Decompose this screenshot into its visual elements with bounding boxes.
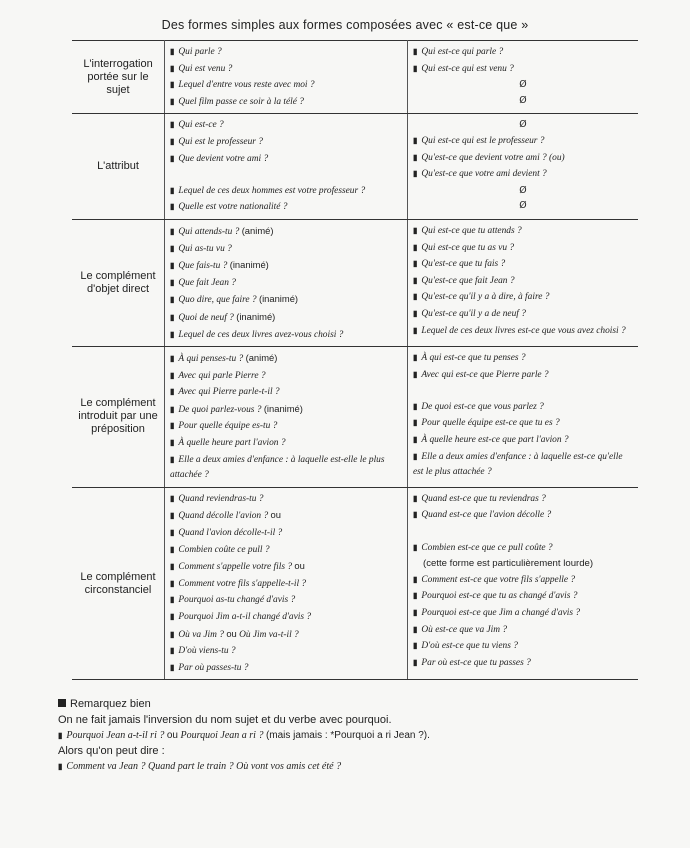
example-sentence: ▮ Qui est venu ? [170,63,233,74]
bullet-icon: ▮ [170,202,175,212]
example-sentence: ▮ Lequel d'entre vous reste avec moi ? [170,80,315,91]
simple-forms-cell [165,487,408,680]
example-sentence: ▮ À quelle heure part l'avion ? [170,438,286,449]
bullet-icon: ▮ [413,624,418,634]
bullet-icon: ▮ [170,295,175,305]
bullet-icon: ▮ [170,421,175,431]
bullet-icon: ▮ [413,275,418,285]
example-sentence: ▮ À qui est-ce que tu penses ? [413,353,526,364]
grammar-table [72,40,638,680]
example-sentence: ▮ Que devient votre ami ? [170,153,269,164]
bullet-icon: ▮ [170,511,175,521]
bullet-icon: ▮ [413,435,418,445]
bullet-icon: ▮ [413,493,418,503]
bullet-icon: ▮ [170,261,175,271]
page-title: Des formes simples aux formes composées avec « est-ce que » [161,18,529,32]
example-sentence: ▮ Où est-ce que va Jim ? [413,624,508,635]
bullet-icon: ▮ [413,225,418,235]
composed-forms-cell [408,347,639,488]
bullet-icon: ▮ [413,63,418,73]
bullet-icon: ▮ [58,731,63,740]
bullet-icon: ▮ [170,277,175,287]
example-sentence: ▮ Qui parle ? [170,47,222,57]
example-sentence: ▮ Quand l'avion décolle-t-il ? [170,528,283,539]
bullet-icon: ▮ [170,329,175,339]
bullet-icon: ▮ [170,120,175,130]
example-sentence: ▮ Lequel de ces deux livres avez-vous choisi ? [170,329,344,340]
bullet-icon: ▮ [170,80,175,90]
bullet-icon: ▮ [413,308,418,318]
example-sentence: ▮ Quelle est votre nationalité ? [170,202,288,213]
example-sentence: ▮ Quand est-ce que tu reviendras ? [413,493,546,504]
composed-forms-cell [408,114,639,220]
example-sentence: ▮ Quel film passe ce soir à la télé ? [170,96,304,107]
example-sentence: ▮ Comment s'appelle votre fils ? ou [170,560,305,573]
bullet-icon: ▮ [413,418,418,428]
bullet-icon: ▮ [413,259,418,269]
example-sentence: ▮ Qui as-tu vu ? [170,243,232,254]
example-sentence: ▮ D'où est-ce que tu viens ? [413,641,518,652]
empty-form-symbol: Ø [519,79,527,91]
example-sentence: ▮ D'où viens-tu ? [170,646,236,657]
example-sentence: ▮ Quo dire, que faire ? (inanimé) [170,293,299,306]
row-header: Le complément d'objet direct [72,219,165,346]
bullet-icon: ▮ [413,152,418,162]
bullet-icon: ▮ [170,438,175,448]
bullet-icon: ▮ [413,451,418,461]
bullet-icon: ▮ [170,96,175,106]
bullet-icon: ▮ [413,641,418,651]
bullet-icon: ▮ [170,404,175,414]
example-sentence: ▮ Qui est-ce qui est venu ? [413,63,514,74]
bullet-icon: ▮ [170,354,175,364]
bullet-icon: ▮ [170,544,175,554]
bullet-icon: ▮ [170,646,175,656]
example-sentence: ▮ Quoi de neuf ? (inanimé) [170,310,276,323]
bullet-icon: ▮ [170,63,175,73]
remarque-line-1: On ne fait jamais l'inversion du nom sujet et du verbe avec pourquoi. [58,713,392,726]
example-sentence: ▮ Pour quelle équipe est-ce que tu es ? [413,418,560,429]
example-sentence: ▮ Quand reviendras-tu ? [170,493,264,504]
example-sentence: ▮ Avec qui est-ce que Pierre parle ? [413,369,549,380]
bullet-icon: ▮ [170,243,175,253]
example-sentence: ▮ Qui est le professeur ? [170,136,263,147]
bullet-icon: ▮ [413,169,418,179]
bullet-icon: ▮ [170,153,175,163]
example-sentence: ▮ Pourquoi Jim a-t-il changé d'avis ? [170,612,312,622]
bullet-icon: ▮ [170,562,175,572]
example-sentence: ▮ De quoi parlez-vous ? (inanimé) [170,402,303,415]
row-header: L'interrogation portée sur le sujet [72,41,165,114]
row-header: L'attribut [72,114,165,220]
example-sentence: ▮ Lequel de ces deux livres est-ce que vous avez choisi ? [413,325,626,336]
bullet-icon: ▮ [170,578,175,588]
example-sentence: ▮ Combien est-ce que ce pull coûte ? [413,542,553,553]
simple-forms-cell [165,114,408,220]
bullet-icon: ▮ [170,612,175,621]
bullet-icon: ▮ [413,510,418,520]
bullet-icon: ▮ [170,47,175,56]
bullet-icon: ▮ [413,542,418,552]
example-sentence: ▮ De quoi est-ce que vous parlez ? [413,401,544,412]
bullet-icon: ▮ [413,292,418,302]
bullet-icon: ▮ [413,135,418,145]
bullet-icon: ▮ [413,242,418,252]
remarque-block [58,697,658,775]
example-sentence: ▮ Qu'est-ce qu'il y a à dire, à faire ? [413,292,550,303]
bullet-icon: ▮ [170,370,175,380]
simple-forms-cell [165,41,408,114]
composed-forms-cell [408,219,639,346]
example-sentence: ▮ Pourquoi est-ce que tu as changé d'avis ? [413,591,578,602]
example-sentence: ▮ Pourquoi as-tu changé d'avis ? [170,595,296,606]
table-row [72,487,638,680]
bullet-icon: ▮ [170,387,175,397]
composed-forms-cell [408,487,639,680]
example-sentence: ▮ Qu'est-ce que votre ami devient ? [413,169,547,180]
bullet-icon: ▮ [413,608,418,617]
empty-form-symbol: Ø [519,119,527,131]
empty-form-symbol: Ø [519,184,527,196]
bullet-icon: ▮ [413,325,418,335]
bullet-icon: ▮ [413,591,418,601]
bullet-icon: ▮ [170,629,175,639]
bullet-icon: ▮ [413,574,418,584]
remarque-example-1: ▮ Pourquoi Jean a-t-il ri ? ou Pourquoi Jean a ri ? (mais jamais : *Pourquoi a ri Jean ?). [58,730,430,741]
example-sentence: ▮ Quand décolle l'avion ? ou [170,509,281,522]
example-sentence: ▮ Par où passes-tu ? [170,662,249,673]
empty-form-symbol: Ø [519,94,527,106]
bullet-icon: ▮ [413,47,418,56]
bullet-icon: ▮ [413,353,418,363]
example-sentence: ▮ Qui est-ce qui est le professeur ? [413,135,545,146]
composed-forms-cell [408,41,639,114]
example-sentence: ▮ Elle a deux amies d'enfance : à laquelle est-elle le plus attachée ? [170,454,385,481]
example-sentence: ▮ Que fais-tu ? (inanimé) [170,259,269,272]
example-sentence: ▮ À quelle heure est-ce que part l'avion ? [413,435,569,446]
example-sentence: ▮ Avec qui parle Pierre ? [170,370,266,381]
example-sentence: ▮ Avec qui Pierre parle-t-il ? [170,387,280,398]
example-sentence: ▮ Elle a deux amies d'enfance : à laquelle est-ce qu'elle est le plus attachée ? [413,451,623,478]
row-header: Le complément introduit par une préposition [72,347,165,488]
bullet-icon: ▮ [170,493,175,503]
remarque-line-2: Alors qu'on peut dire : [58,744,165,757]
table-row [72,41,638,114]
example-sentence: ▮ Qui est-ce qui parle ? [413,47,504,57]
table-row [72,347,638,488]
bullet-icon: ▮ [413,657,418,667]
bullet-icon: ▮ [170,185,175,195]
empty-form-symbol: Ø [519,200,527,212]
example-sentence: ▮ Comment est-ce que votre fils s'appelle ? [413,574,576,585]
example-sentence: ▮ Qui est-ce que tu attends ? [413,225,522,236]
example-sentence: ▮ Qu'est-ce que tu fais ? [413,259,506,270]
bullet-icon: ▮ [170,662,175,672]
example-sentence: ▮ Où va Jim ? ou Où Jim va-t-il ? [170,627,299,640]
example-sentence: ▮ Qu'est-ce que devient votre ami ? (ou) [413,152,565,163]
remarque-example-2: ▮ Comment va Jean ? Quand part le train ? Où vont vos amis cet été ? [58,761,342,772]
form-note: (cette forme est particulièrement lourde) [423,558,594,570]
example-sentence: ▮ Par où est-ce que tu passes ? [413,657,531,668]
example-sentence: ▮ Que fait Jean ? [170,277,236,288]
bullet-icon: ▮ [413,401,418,411]
example-sentence: ▮ Comment votre fils s'appelle-t-il ? [170,578,307,589]
example-sentence: ▮ Qui attends-tu ? (animé) [170,224,274,237]
bullet-icon: ▮ [170,595,175,605]
example-sentence: ▮ Combien coûte ce pull ? [170,544,270,555]
table-row [72,219,638,346]
simple-forms-cell [165,347,408,488]
bullet-icon: ▮ [170,136,175,146]
remarque-heading: Remarquez bien [58,697,658,713]
example-sentence: ▮ Pour quelle équipe es-tu ? [170,421,278,432]
example-sentence: ▮ Quand est-ce que l'avion décolle ? [413,510,552,521]
table-row [72,114,638,220]
row-header: Le complément circonstanciel [72,487,165,680]
bullet-icon: ▮ [170,226,175,236]
bullet-icon: ▮ [413,369,418,379]
bullet-icon: ▮ [170,312,175,322]
bullet-icon: ▮ [170,454,175,464]
example-sentence: ▮ Qui est-ce ? [170,120,224,131]
example-sentence: ▮ Lequel de ces deux hommes est votre professeur ? [170,185,366,196]
bullet-icon: ▮ [58,762,63,771]
example-sentence: ▮ À qui penses-tu ? (animé) [170,352,278,365]
bullet-icon: ▮ [170,528,175,538]
simple-forms-cell [165,219,408,346]
example-sentence: ▮ Qu'est-ce que fait Jean ? [413,275,515,286]
example-sentence: ▮ Pourquoi est-ce que Jim a changé d'avis ? [413,608,581,618]
example-sentence: ▮ Qu'est-ce qu'il y a de neuf ? [413,308,526,319]
example-sentence: ▮ Qui est-ce que tu as vu ? [413,242,515,253]
square-bullet-icon [58,699,66,707]
